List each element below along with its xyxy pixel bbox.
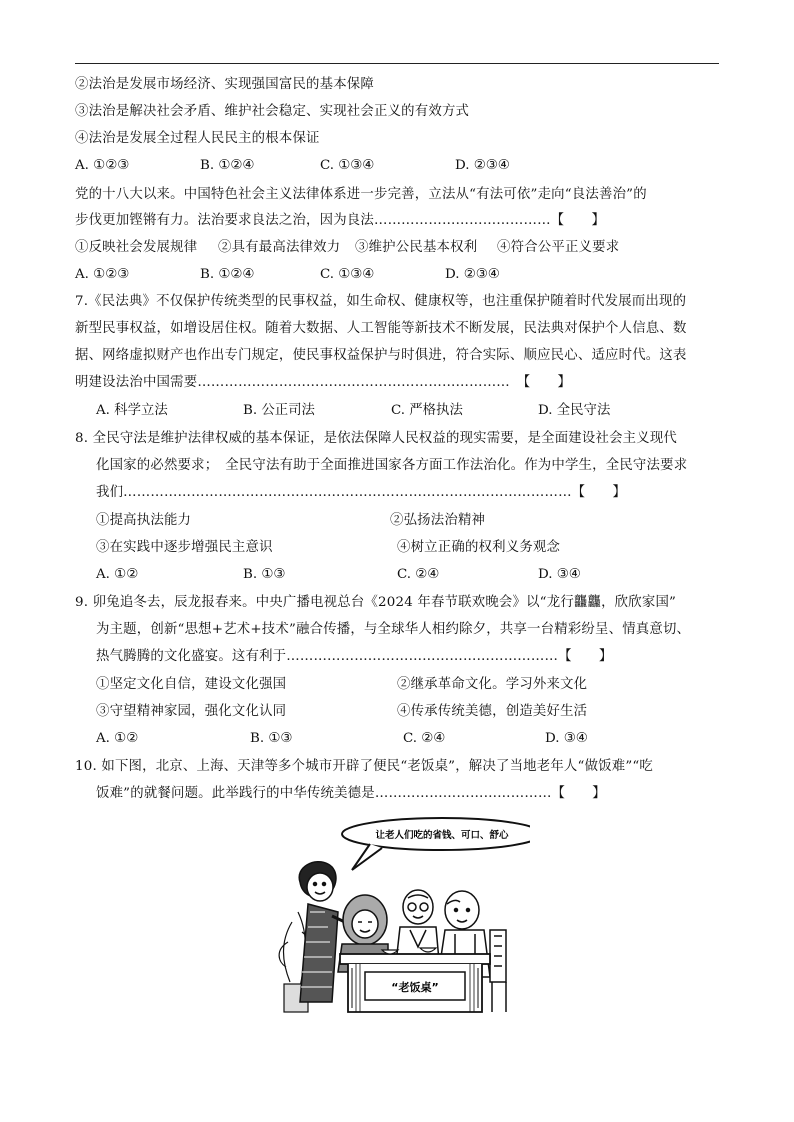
q9-statement-4: ④传承传统美德，创造美好生活 xyxy=(397,704,588,719)
q10-stem-line-1: 10. 如下图，北京、上海、天津等多个城市开辟了便民“老饭桌”，解决了当地老年人“做饭难”“吃 xyxy=(75,759,654,774)
header-rule xyxy=(75,63,719,64)
q8-option-d[interactable]: D. ③④ xyxy=(538,567,581,582)
q9-statement-1: ①坚定文化自信，建设文化强国 xyxy=(96,677,287,692)
q9-stem-line-1: 9. 卯兔追冬去，辰龙报春来。中央广播电视总台《2024 年春节联欢晚会》以“龙行龘龘，欣欣家国” xyxy=(75,595,677,610)
q7-stem-line-1: 7.《民法典》不仅保护传统类型的民事权益，如生命权、健康权等，也注重保护随着时代发展而出现的 xyxy=(75,294,687,309)
q9-stem-line-2: 为主题，创新“思想+艺术+技术”融合传播，与全球华人相约除夕，共享一台精彩纷呈、情真意切、 xyxy=(96,622,691,637)
q9-statement-3: ③守望精神家园，强化文化认同 xyxy=(96,704,287,719)
q10-stem-line-2: 饭难”的就餐问题。此举践行的中华传统美德是…………………………………【 】 xyxy=(96,786,606,801)
q5-option-a[interactable]: A. ①②③ xyxy=(75,158,130,173)
q9-statement-2: ②继承革命文化。学习外来文化 xyxy=(397,677,588,692)
q6-statement-1: ①反映社会发展规律 xyxy=(75,240,198,255)
q8-statement-2: ②弘扬法治精神 xyxy=(390,513,486,528)
q6-option-d[interactable]: D. ②③④ xyxy=(445,267,500,282)
q5-statement-2: ②法治是发展市场经济、实现强国富民的基本保障 xyxy=(75,77,374,92)
speech-bubble-text: 让老人们吃的省钱、可口、舒心 xyxy=(375,830,509,841)
q6-statement-3: ③维护公民基本权利 xyxy=(355,240,478,255)
q6-statement-2: ②具有最高法律效力 xyxy=(218,240,341,255)
q8-option-a[interactable]: A. ①② xyxy=(96,567,139,582)
q5-statement-4: ④法治是发展全过程人民民主的根本保证 xyxy=(75,131,320,146)
q8-stem-line-2: 化国家的必然要求； 全民守法有助于全面推进国家各方面工作法治化。作为中学生，全民守法要求 xyxy=(96,458,688,473)
q5-option-b[interactable]: B. ①②④ xyxy=(200,158,255,173)
q9-option-b[interactable]: B. ①③ xyxy=(250,731,293,746)
q7-option-a[interactable]: A. 科学立法 xyxy=(96,403,168,418)
q5-statement-3: ③法治是解决社会矛盾、维护社会稳定、实现社会正义的有效方式 xyxy=(75,104,470,119)
q6-option-b[interactable]: B. ①②④ xyxy=(200,267,255,282)
q8-option-c[interactable]: C. ②④ xyxy=(397,567,440,582)
q9-option-a[interactable]: A. ①② xyxy=(96,731,139,746)
q7-stem-line-3: 据、网络虚拟财产也作出专门规定，使民事权益保护与时俱进，符合实际、顺应民心、适应时代。这表 xyxy=(75,348,687,363)
q6-statement-4: ④符合公平正义要求 xyxy=(497,240,620,255)
q5-option-d[interactable]: D. ②③④ xyxy=(455,158,510,173)
q8-stem-line-1: 8. 全民守法是维护法律权威的基本保证，是依法保障人民权益的现实需要，是全面建设社会主义现代 xyxy=(75,431,678,446)
q6-stem-line-1: 党的十八大以来。中国特色社会主义法律体系进一步完善，立法从“有法可依”走向“良法善治”的 xyxy=(75,187,647,202)
q8-statement-1: ①提高执法能力 xyxy=(96,513,192,528)
q7-stem-line-4: 明建设法治中国需要…………………………………………………………… 【 】 xyxy=(75,375,572,390)
speech-bubble-tail xyxy=(352,844,382,870)
old-dining-table-cartoon xyxy=(270,812,530,1027)
q7-option-c[interactable]: C. 严格执法 xyxy=(391,403,463,418)
table-sign-text: “老饭桌” xyxy=(391,981,439,994)
q7-option-d[interactable]: D. 全民守法 xyxy=(538,403,611,418)
q8-option-b[interactable]: B. ①③ xyxy=(243,567,286,582)
q5-option-c[interactable]: C. ①③④ xyxy=(320,158,375,173)
q8-stem-line-3: 我们………………………………………………………………………………………【 】 xyxy=(96,485,627,500)
q8-statement-3: ③在实践中逐步增强民主意识 xyxy=(96,540,273,555)
q9-stem-line-3: 热气腾腾的文化盛宴。这有利于……………………………………………………【 】 xyxy=(96,649,613,664)
q7-option-b[interactable]: B. 公正司法 xyxy=(243,403,315,418)
q8-statement-4: ④树立正确的权利义务观念 xyxy=(397,540,561,555)
q7-stem-line-2: 新型民事权益，如增设居住权。随着大数据、人工智能等新技术不断发展，民法典对保护个人信息、数 xyxy=(75,321,687,336)
q9-option-c[interactable]: C. ②④ xyxy=(403,731,446,746)
q6-stem-line-2: 步伐更加铿锵有力。法治要求良法之治，因为良法…………………………………【 】 xyxy=(75,213,606,228)
q6-option-a[interactable]: A. ①②③ xyxy=(75,267,130,282)
q6-option-c[interactable]: C. ①③④ xyxy=(320,267,375,282)
q9-option-d[interactable]: D. ③④ xyxy=(545,731,588,746)
